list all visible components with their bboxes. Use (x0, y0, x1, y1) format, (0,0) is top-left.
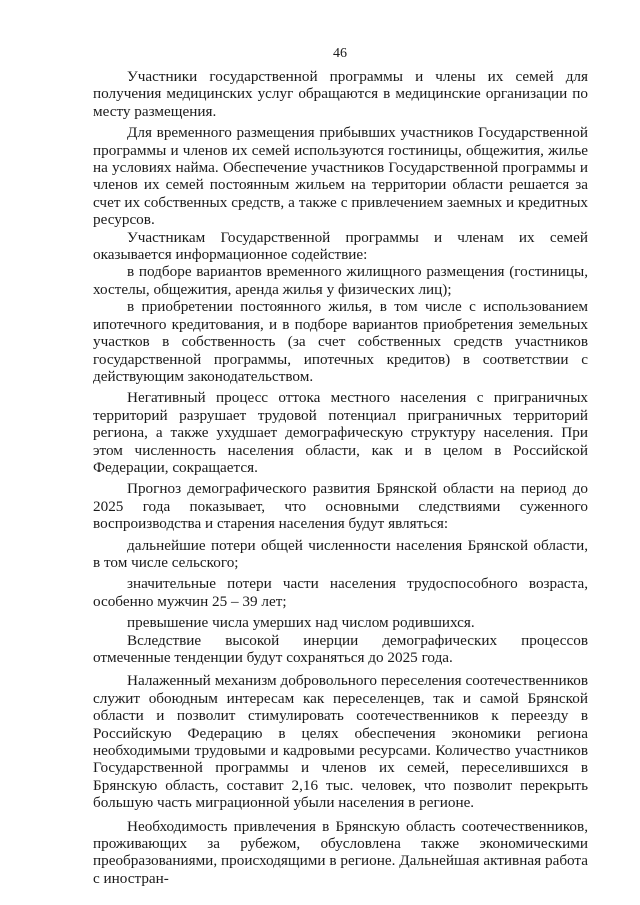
list-item-population-losses: дальнейшие потери общей численности населения Брянской области, в том числе сельского; (93, 536, 588, 571)
list-item-working-age-losses: значительные потери части населения трудоспособного возраста, особенно мужчин 25 – 39 лет; (93, 575, 588, 610)
paragraph-demographic-forecast: Прогноз демографического развития Брянской области на период до 2025 года показывает, что основными следствиями суженного воспроизводства и старения населения будут являться: (93, 480, 588, 533)
body-text (93, 68, 588, 887)
page-number: 46 (333, 46, 347, 61)
list-item-permanent-housing: в приобретении постоянного жилья, в том числе с использованием ипотечного кредитования, и в подборе вариантов приобретения земельных участков в собственность (за счет собственных средств участников государственной программы, ипотечных кредитов) в соответствии с действующим законодательством. (93, 298, 588, 385)
paragraph-resettlement-mechanism: Налаженный механизм добровольного переселения соотечественников служит обоюдным интересам как переселенцев, так и самой Брянской области и позволит стимулировать соотечественников к переезду в Российскую Федерацию в целях обеспечения экономики региона необходимыми трудовыми и кадровыми ресурсами. Количество участников Государственной программы и членов их семей, переселившихся в Брянскую область, составит 2,16 тыс. человек, что позволит перекрыть большую часть миграционной убыли населения в регионе. (93, 672, 588, 812)
paragraph-medical-services: Участники государственной программы и члены их семей для получения медицинских услуг обращаются в медицинские организации по месту размещения. (93, 68, 588, 120)
paragraph-attracting-compatriots: Необходимость привлечения в Брянскую область соотечественников, проживающих за рубежом, обусловлена также экономическими преобразованиями, происходящими в регионе. Дальнейшая активная работа с иностран- (93, 817, 588, 887)
paragraph-demographic-inertia: Вследствие высокой инерции демографических процессов отмеченные тенденции будут сохраняться до 2025 года. (93, 631, 588, 666)
paragraph-information-support: Участникам Государственной программы и членам их семей оказывается информационное содействие: (93, 228, 588, 264)
list-item-deaths-exceed-births: превышение числа умерших над числом родившихся. (127, 614, 475, 632)
list-item-temporary-housing: в подборе вариантов временного жилищного размещения (гостиницы, хостелы, общежития, аренда жилья у физических лиц); (93, 263, 588, 298)
paragraph-population-outflow: Негативный процесс оттока местного населения с приграничных территорий разрушает трудовой потенциал приграничных территорий региона, а также ухудшает демографическую структуру населения. При этом численность населения области, как и в целом в Российской Федерации, сокращается. (93, 389, 588, 476)
paragraph-temporary-housing: Для временного размещения прибывших участников Государственной программы и членов их семей используются гостиницы, общежития, жилье на условиях найма. Обеспечение участников Государственной программы и членов их семей постоянным жильем на территории области решается за счет их собственных средств, а также с привлечением заемных и кредитных ресурсов. (93, 124, 588, 229)
